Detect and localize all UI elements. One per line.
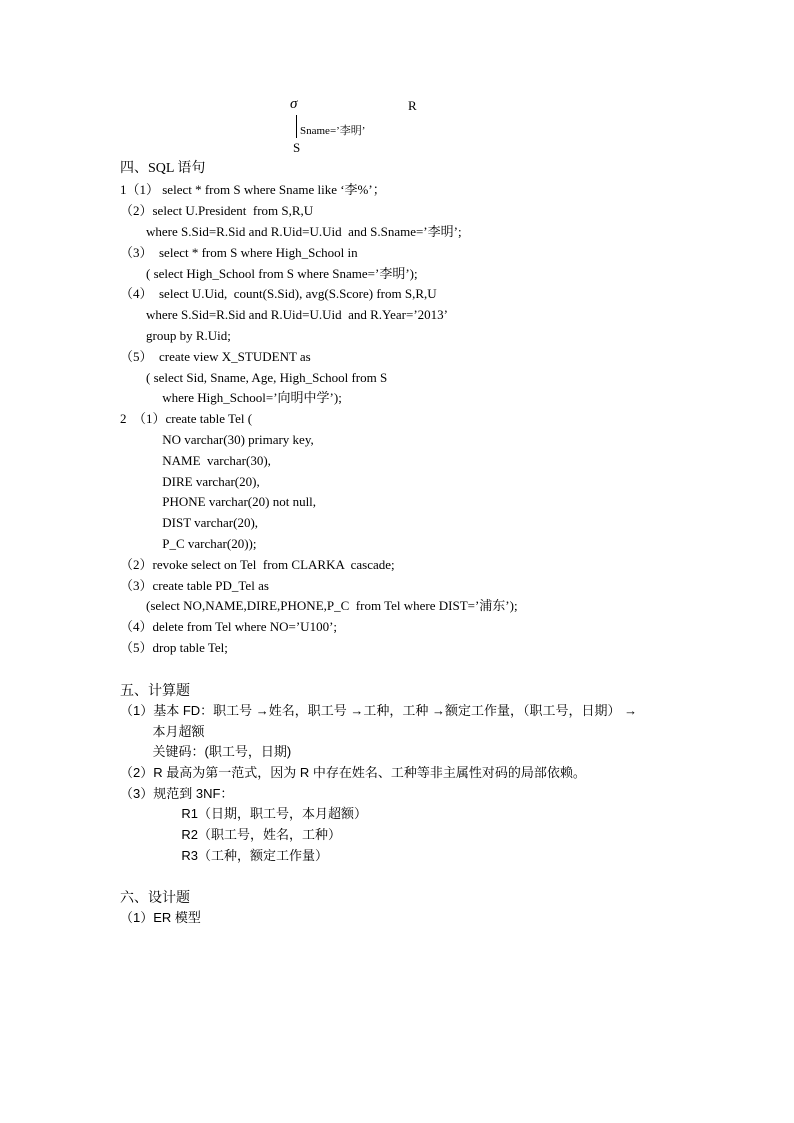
text-line: 关键码：(职工号，日期) — [120, 744, 292, 759]
text-line: （2）revoke select on Tel from CLARKA cascade; — [120, 557, 395, 572]
text-line: NAME varchar(30), — [120, 453, 271, 468]
text-line: DIRE varchar(20), — [120, 474, 260, 489]
text-line: PHONE varchar(20) not null, — [120, 494, 317, 509]
text-line: DIST varchar(20), — [120, 515, 259, 530]
text-line: （2）select U.President from S,R,U — [120, 203, 314, 218]
text-line: （1）ER 模型 — [120, 910, 201, 925]
text-line: （3） select * from S where High_School in — [120, 245, 358, 260]
relation-r: R — [408, 98, 417, 113]
text-line: 本月超额 — [120, 724, 205, 739]
text-line: R3（工种，额定工作量） — [120, 848, 329, 863]
text-line: P_C varchar(20)); — [120, 536, 257, 551]
relational-algebra-tree — [288, 96, 448, 158]
section-heading-sql: 四、SQL 语句 — [120, 161, 206, 176]
text-line: （1）基本 FD：职工号 →姓名，职工号 →工种，工种 →额定工作量，（职工号，日期） → — [120, 703, 638, 718]
selection-condition: Sname=’李明’ — [300, 125, 366, 137]
text-line: 2 （1）create table Tel ( — [120, 411, 253, 426]
relation-s: S — [293, 140, 301, 155]
text-line: （5） create view X_STUDENT as — [120, 349, 311, 364]
text-line: （3）规范到 3NF： — [120, 786, 234, 801]
text-line: （3）create table PD_Tel as — [120, 578, 269, 593]
tree-edge — [296, 115, 297, 138]
text-line: where S.Sid=R.Sid and R.Uid=U.Uid and R.Year=’2013’ — [120, 307, 448, 322]
text-line: 1（1） select * from S where Sname like ‘李%’； — [120, 182, 386, 197]
text-line: R2（职工号，姓名，工种） — [120, 827, 342, 842]
text-line: （2）R 最高为第一范式，因为 R 中存在姓名、工种等非主属性对码的局部依赖。 — [120, 765, 586, 780]
text-line: ( select Sid, Sname, Age, High_School from S — [120, 370, 388, 385]
text-line: （4）delete from Tel where NO=’U100’; — [120, 619, 338, 634]
section-heading-calculation: 五、计算题 — [120, 682, 190, 698]
text-line: where High_School=’向明中学’); — [120, 390, 342, 405]
text-line: ( select High_School from S where Sname=’李明’); — [120, 266, 418, 281]
section-heading-design: 六、设计题 — [120, 889, 190, 905]
text-line: NO varchar(30) primary key, — [120, 432, 314, 447]
text-line: （4） select U.Uid, count(S.Sid), avg(S.Score) from S,R,U — [120, 286, 437, 301]
selection-operator: σ — [290, 96, 298, 112]
text-line: R1（日期，职工号，本月超额） — [120, 806, 368, 821]
text-line: group by R.Uid; — [120, 328, 231, 343]
text-line: where S.Sid=R.Sid and R.Uid=U.Uid and S.Sname=’李明’; — [120, 224, 462, 239]
text-line: (select NO,NAME,DIRE,PHONE,P_C from Tel where DIST=’浦东’); — [120, 598, 518, 613]
text-line: （5）drop table Tel; — [120, 640, 228, 655]
